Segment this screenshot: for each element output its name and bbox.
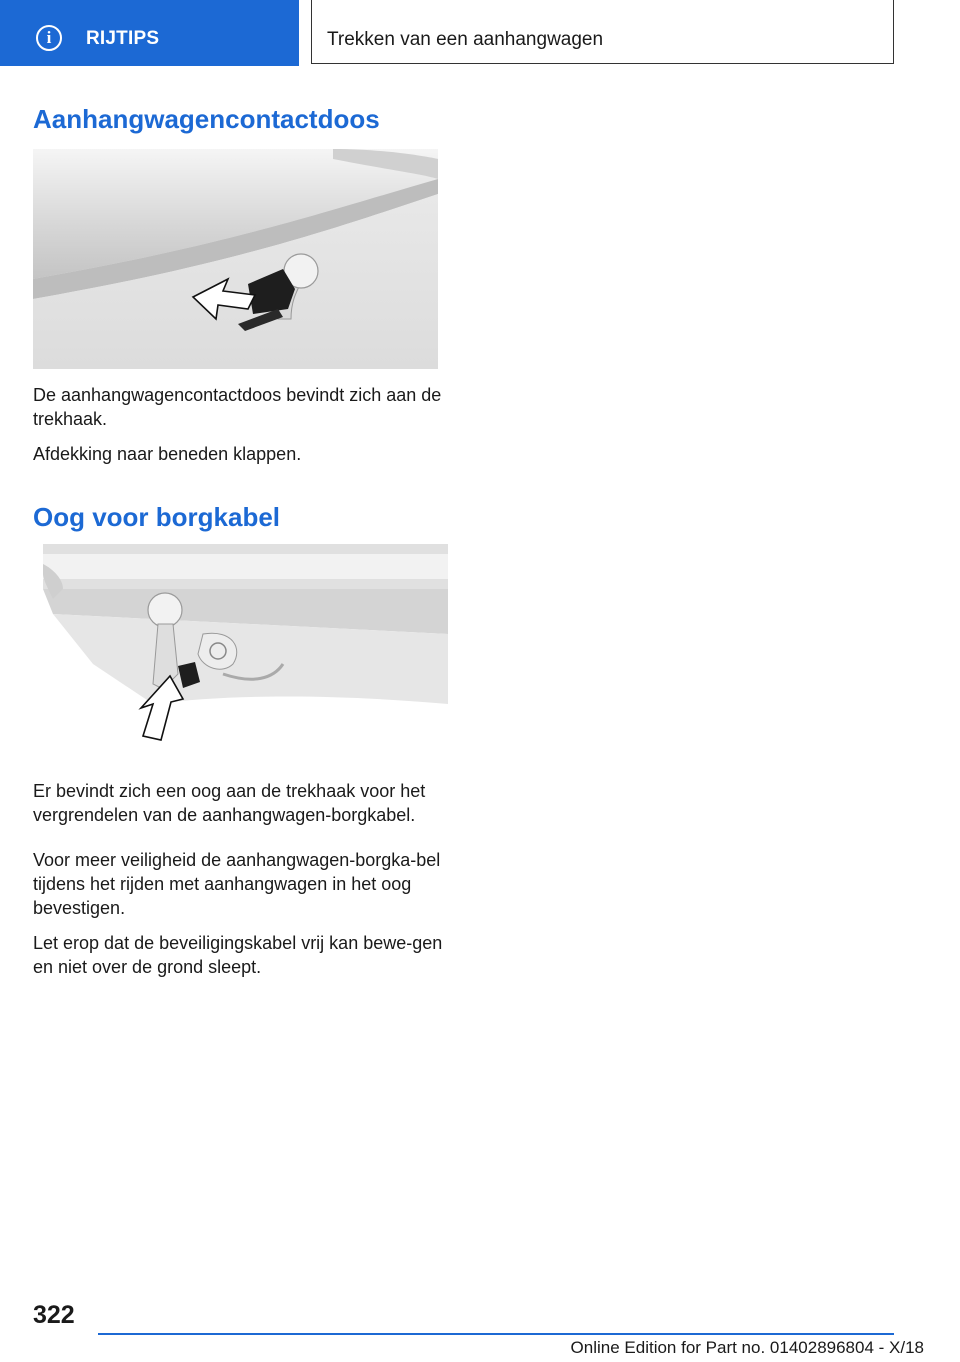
paragraph: De aanhangwagencontactdoos bevindt zich aan de trekhaak. <box>33 385 442 429</box>
chapter-title-box <box>311 0 894 64</box>
footer-divider <box>98 1333 894 1335</box>
section-label: RIJTIPS <box>86 28 160 49</box>
paragraph: Er bevindt zich een oog aan de trekhaak voor het vergrendelen van de aanhangwagen-borgkabel. <box>33 781 426 825</box>
section-heading-cable-eye: Oog voor borgkabel <box>33 502 281 532</box>
section-tab[interactable] <box>0 0 299 66</box>
paragraph: Afdekking naar beneden klappen. <box>33 444 302 464</box>
section-heading-socket: Aanhangwagencontactdoos <box>33 104 380 134</box>
chapter-title: Trekken van een aanhangwagen <box>327 29 604 50</box>
edition-footer: Online Edition for Part no. 01402896804 - X/18 <box>570 1338 924 1357</box>
safety-cable-eye-illustration <box>33 544 448 744</box>
page-number: 322 <box>33 1301 75 1329</box>
info-icon: i <box>36 25 62 51</box>
paragraph: Let erop dat de beveiligingskabel vrij kan bewe-gen en niet over de grond sleept. <box>33 933 443 977</box>
paragraph: Voor meer veiligheid de aanhangwagen-borgka-bel tijdens het rijden met aanhangwagen in het oog bevestigen. <box>33 850 441 918</box>
trailer-socket-illustration <box>33 149 438 369</box>
